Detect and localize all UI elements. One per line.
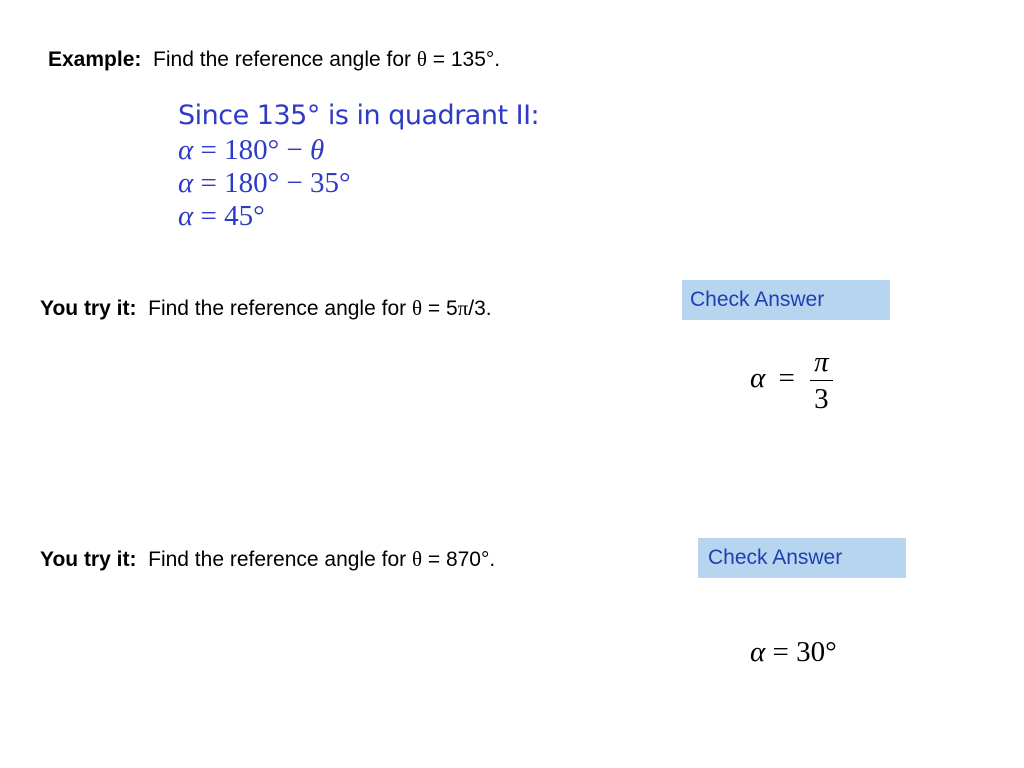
example-text: Find the reference angle for xyxy=(153,48,417,71)
equals-sign: = xyxy=(778,362,795,395)
example-value: = 135°. xyxy=(426,48,501,71)
alpha-symbol: α xyxy=(178,167,194,199)
try-it-prompt-2 xyxy=(40,547,495,572)
theta-symbol: θ xyxy=(411,296,423,320)
equation-line-3 xyxy=(178,200,539,233)
alpha-symbol: α xyxy=(178,134,194,166)
try-it-text: Find the reference angle for xyxy=(148,297,412,320)
answer-1 xyxy=(750,344,833,417)
try-it-value-end: /3. xyxy=(468,297,492,320)
try-it-label: You try it: xyxy=(40,297,137,320)
equation-rhs: = 30° xyxy=(772,636,837,668)
equation-line-2 xyxy=(178,167,539,200)
fraction-numerator xyxy=(810,344,833,381)
try-it-value: = 5 xyxy=(422,297,458,320)
quadrant-statement: Since 135° is in quadrant II: xyxy=(178,100,540,131)
equation-rhs: = 45° xyxy=(200,200,265,232)
worked-solution xyxy=(178,98,539,233)
example-label: Example: xyxy=(48,48,142,71)
fraction-denominator: 3 xyxy=(814,383,829,415)
try-it-value: = 870°. xyxy=(422,548,496,571)
try-it-label: You try it: xyxy=(40,548,137,571)
pi-symbol: π xyxy=(457,296,469,320)
equation-rhs: = 180° − xyxy=(200,134,311,166)
alpha-symbol: α xyxy=(750,636,766,668)
check-answer-button-1[interactable]: Check Answer xyxy=(682,280,890,320)
pi-symbol: π xyxy=(814,346,829,378)
try-it-text: Find the reference angle for xyxy=(148,548,412,571)
example-prompt xyxy=(48,47,500,72)
answer-2 xyxy=(750,636,837,669)
check-answer-button-2[interactable]: Check Answer xyxy=(698,538,906,578)
fraction xyxy=(810,344,833,417)
alpha-symbol: α xyxy=(178,200,194,232)
theta-symbol: θ xyxy=(310,134,325,166)
equation-rhs: = 180° − 35° xyxy=(200,167,351,199)
theta-symbol: θ xyxy=(416,47,427,71)
theta-symbol: θ xyxy=(411,547,423,571)
try-it-prompt-1 xyxy=(40,296,492,321)
equation-line-1 xyxy=(178,134,539,167)
alpha-symbol: α xyxy=(750,362,766,395)
